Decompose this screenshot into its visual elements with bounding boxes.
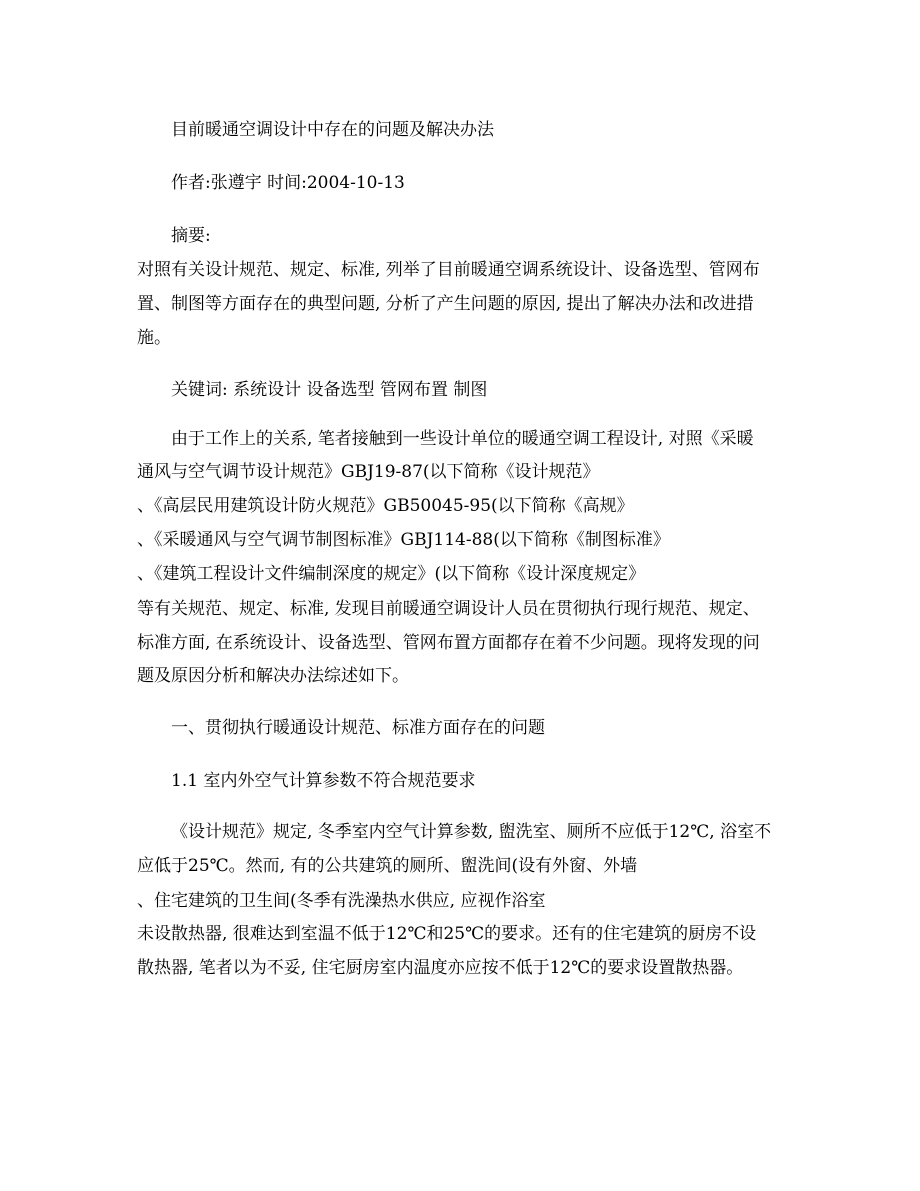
abstract-line: 施。 — [137, 328, 171, 348]
intro-line: 由于工作上的关系, 笔者接触到一些设计单位的暖通空调工程设计, 对照《采暖 — [171, 429, 754, 449]
intro-line: 通风与空气调节设计规范》GBJ19-87(以下简称《设计规范》 — [137, 462, 600, 482]
body-line: 、住宅建筑的卫生间(冬季有洗澡热水供应, 应视作浴室 — [137, 891, 546, 911]
abstract-line: 置、制图等方面存在的典型问题, 分析了产生问题的原因, 提出了解决办法和改进措 — [137, 294, 754, 314]
body-line: 散热器, 笔者以为不妥, 住宅厨房室内温度亦应按不低于12℃的要求设置散热器。 — [137, 958, 744, 978]
abstract-line: 对照有关设计规范、规定、标准, 列举了目前暖通空调系统设计、设备选型、管网布 — [137, 260, 760, 280]
intro-line: 标准方面, 在系统设计、设备选型、管网布置方面都存在着不少问题。现将发现的问 — [137, 633, 760, 653]
intro-line: 、《建筑工程设计文件编制深度的规定》(以下简称《设计深度规定》 — [137, 564, 646, 584]
intro-line: 、《采暖通风与空气调节制图标准》GBJ114-88(以下简称《制图标准》 — [137, 530, 670, 550]
intro-line: 等有关规范、规定、标准, 发现目前暖通空调设计人员在贯彻执行现行规范、规定、 — [137, 599, 760, 619]
body-line: 未设散热器, 很难达到室温不低于12℃和25℃的要求。还有的住宅建筑的厨房不设 — [137, 924, 757, 944]
byline: 作者:张遵宇 时间:2004-10-13 — [171, 173, 405, 193]
intro-line: 、《高层民用建筑设计防火规范》GB50045-95(以下简称《高规》 — [137, 496, 634, 516]
document-title: 目前暖通空调设计中存在的问题及解决办法 — [171, 120, 494, 140]
body-line: 《设计规范》规定, 冬季室内空气计算参数, 盥洗室、厕所不应低于12℃, 浴室不 — [171, 822, 772, 842]
keywords: 关键词: 系统设计 设备选型 管网布置 制图 — [171, 380, 488, 400]
section-heading: 一、贯彻执行暖通设计规范、标准方面存在的问题 — [171, 718, 545, 738]
subsection-heading: 1.1 室内外空气计算参数不符合规范要求 — [171, 771, 476, 791]
body-line: 应低于25℃。然而, 有的公共建筑的厕所、盥洗间(设有外窗、外墙 — [137, 856, 638, 876]
abstract-label: 摘要: — [171, 226, 211, 246]
intro-line: 题及原因分析和解决办法综述如下。 — [137, 666, 409, 686]
